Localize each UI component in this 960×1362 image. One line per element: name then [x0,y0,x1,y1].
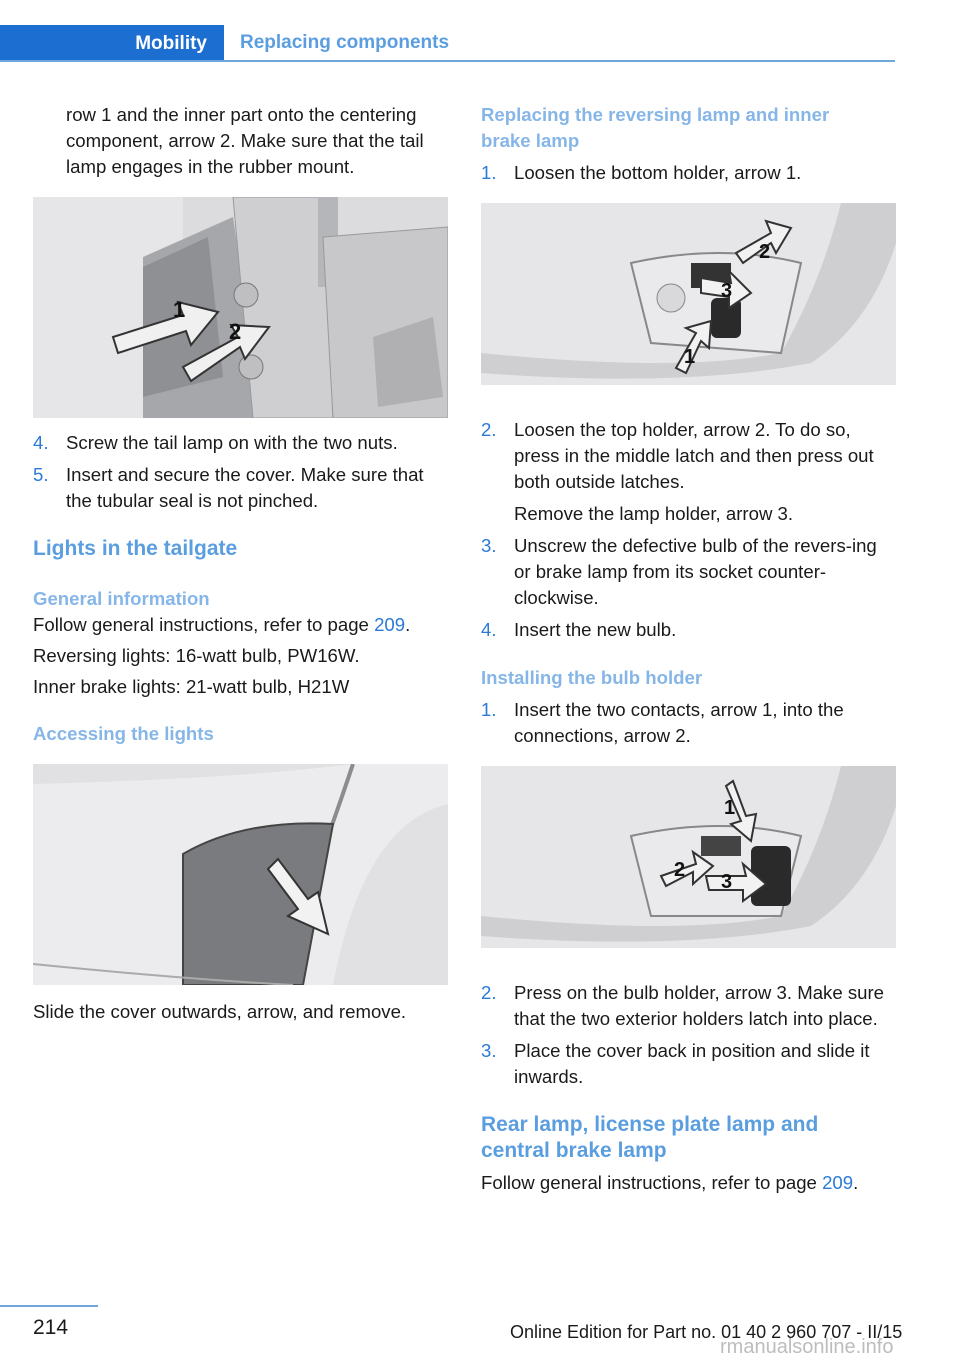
footer-rule [0,1305,98,1307]
fig4-label-3: 3 [721,871,733,893]
page-link[interactable]: 209 [822,1172,854,1193]
right-column [481,100,897,1196]
heading-tailgate: Lights in the tailgate [33,537,238,560]
fig1-label-1: 1 [173,297,186,322]
watermark: rmanualsonline.info [720,1336,894,1358]
list-item: 2. Press on the bulb holder, arrow 3. Make sure that the two exterior holders latch into place. [481,982,885,1029]
list-item: 3. Unscrew the defective bulb of the revers‐ing or brake lamp from its socket counter‐clockwise. [481,535,877,608]
figure-tail-lamp [33,197,448,418]
reversing-text: Reversing lights: 16-watt bulb, PW16W. [33,645,360,666]
list-item: 5. Insert and secure the cover. Make sure that the tubular seal is not pinched. [33,464,424,511]
section-tab[interactable]: Replacing components [240,31,450,53]
page-link[interactable]: 209 [374,614,406,635]
list-item: 2. Loosen the top holder, arrow 2. To do so, press in the middle latch and then press out both outside latches. [481,419,874,492]
heading-access: Accessing the lights [33,723,214,744]
page-header [0,25,895,62]
fig4-label-1: 1 [724,797,736,819]
fig1-label-2: 2 [229,319,242,344]
list-item: 3. Place the cover back in position and slide it inwards. [481,1040,870,1087]
figure-install-holder [481,766,896,948]
list-item: 4. Insert the new bulb. [481,619,677,640]
fig3-label-1: 1 [684,346,696,368]
remove-text: Remove the lamp holder, arrow 3. [514,503,794,524]
list-item: 1. Loosen the bottom holder, arrow 1. [481,162,802,183]
header-rule [0,60,895,62]
figure-access-cover [33,764,448,985]
brake-text: Inner brake lights: 21-watt bulb, H21W [33,676,350,697]
intro-text: row 1 and the inner part onto the centering component, arrow 2. Make sure that the tail lamp engages in the rubber mount. [66,104,424,177]
fig3-label-2: 2 [759,241,771,263]
general-text: Follow general instructions, refer to page 209. [33,614,411,635]
heading-general: General information [33,588,210,609]
rear-text: Follow general instructions, refer to page 209. [481,1172,859,1193]
steps-4-5 [33,430,449,514]
edition-text: Online Edition for Part no. 01 40 2 960 707 - II/15 [510,1322,903,1342]
fig4-label-2: 2 [674,859,686,881]
heading-install: Installing the bulb holder [481,667,703,688]
fig3-label-3: 3 [721,280,733,302]
slide-text: Slide the cover outwards, arrow, and remove. [33,1001,407,1022]
heading-rear: Rear lamp, license plate lamp and central brake lamp [481,1113,819,1162]
chapter-tab[interactable]: Mobility [0,25,224,62]
page-number: 214 [33,1316,69,1339]
list-item: 4. Screw the tail lamp on with the two nuts. [33,432,398,453]
figure-bottom-holder [481,203,896,385]
left-column [33,100,449,1025]
heading-replace: Replacing the reversing lamp and inner brake lamp [481,104,830,151]
list-item: 1. Insert the two contacts, arrow 1, into the connections, arrow 2. [481,699,844,746]
